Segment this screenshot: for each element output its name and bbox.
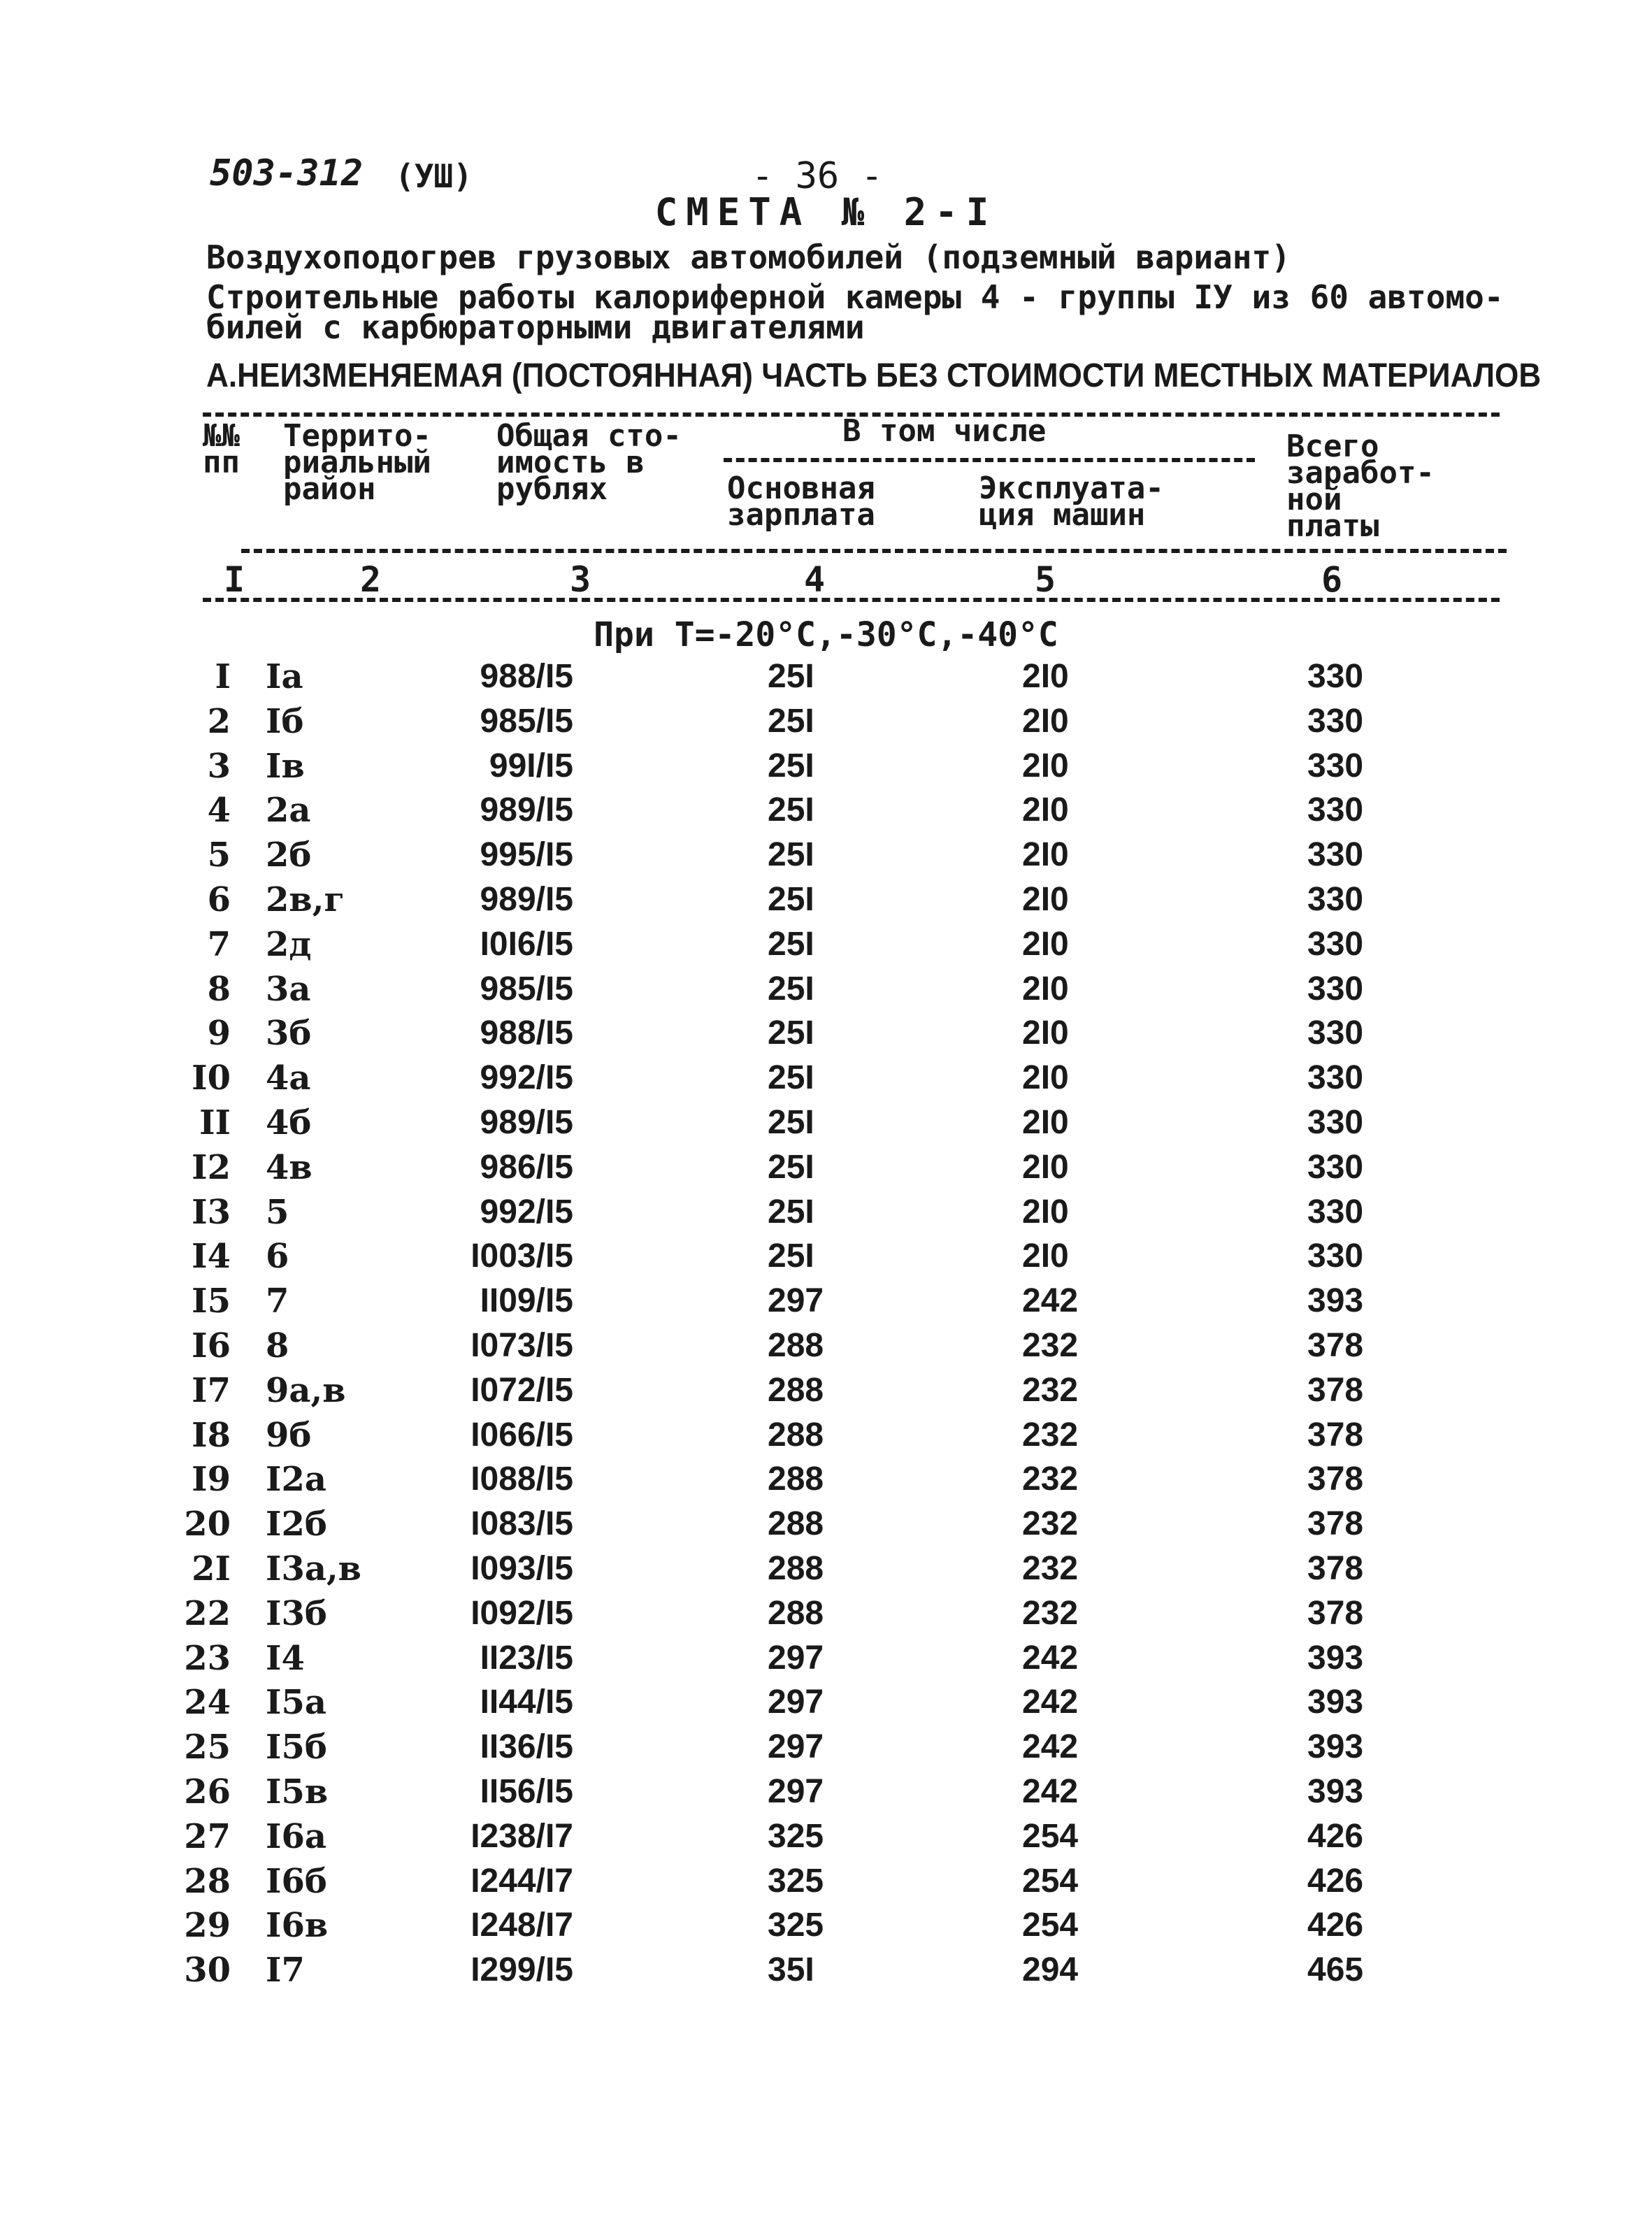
column-number-4: 4 [804, 559, 826, 600]
table-row [0, 925, 1652, 967]
base-wage: 288 [768, 1595, 824, 1632]
territorial-district: 4а [266, 1059, 311, 1098]
total-wage: 378 [1307, 1505, 1364, 1542]
machine-operation: 242 [1022, 1684, 1079, 1721]
row-number: I6 [192, 1326, 231, 1365]
total-wage: 330 [1307, 703, 1364, 740]
row-number: I0 [192, 1059, 231, 1098]
territorial-district: 9а,в [266, 1371, 346, 1410]
machine-operation: 254 [1022, 1907, 1079, 1944]
total-cost: I066/I5 [471, 1416, 573, 1454]
territorial-district: 2в,г [266, 880, 345, 919]
total-wage: 393 [1307, 1728, 1364, 1765]
row-number: I7 [192, 1371, 231, 1410]
row-number: 9 [207, 1014, 231, 1053]
total-cost: I003/I5 [471, 1238, 573, 1275]
table-row [0, 1505, 1652, 1547]
machine-operation: 2I0 [1022, 703, 1069, 740]
machine-operation: 294 [1022, 1951, 1079, 1988]
total-wage: 393 [1307, 1684, 1364, 1721]
table-row [0, 657, 1652, 699]
base-wage: 25I [768, 1149, 814, 1186]
total-wage: 378 [1307, 1461, 1364, 1498]
table-row [0, 1728, 1652, 1770]
description-line-3: билей с карбюраторными двигателями [206, 308, 865, 346]
territorial-district: 2д [266, 925, 312, 964]
base-wage: 288 [768, 1327, 824, 1364]
machine-operation: 242 [1022, 1728, 1079, 1765]
temperature-subheader: При T=-20°C,-30°C,-40°C [594, 615, 1058, 654]
table-row [0, 1549, 1652, 1591]
column-number-2: 2 [360, 559, 382, 600]
base-wage: 288 [768, 1416, 824, 1454]
table-row [0, 1951, 1652, 1993]
territorial-district: I4 [266, 1639, 305, 1678]
territorial-district: I5в [266, 1772, 329, 1812]
base-wage: 25I [768, 836, 814, 873]
machine-operation: 2I0 [1022, 1193, 1069, 1231]
total-cost: II09/I5 [480, 1282, 573, 1319]
total-wage: 426 [1307, 1863, 1364, 1900]
row-number: II [199, 1103, 231, 1142]
table-row [0, 1059, 1652, 1100]
total-wage: 393 [1307, 1773, 1364, 1810]
row-number: 7 [207, 925, 231, 964]
territorial-district: I6б [266, 1862, 327, 1901]
base-wage: 25I [768, 970, 814, 1007]
total-cost: 989/I5 [480, 1104, 573, 1141]
territorial-district: 7 [266, 1282, 289, 1321]
territorial-district: Iа [266, 657, 303, 696]
row-number: 3 [207, 747, 231, 786]
column-number-1: I [224, 559, 245, 600]
total-cost: 988/I5 [480, 658, 573, 695]
territorial-district: 2б [266, 835, 312, 875]
total-wage: 330 [1307, 747, 1364, 784]
territorial-district: I6в [266, 1906, 329, 1945]
row-number: 29 [184, 1906, 231, 1945]
machine-operation: 232 [1022, 1550, 1079, 1587]
row-number: 25 [184, 1728, 231, 1767]
total-wage: 330 [1307, 1059, 1364, 1096]
total-cost: I073/I5 [471, 1327, 573, 1364]
base-wage: 25I [768, 1059, 814, 1096]
total-wage: 378 [1307, 1327, 1364, 1364]
row-number: I3 [192, 1193, 231, 1232]
total-cost: I248/I7 [471, 1907, 573, 1944]
machine-operation: 2I0 [1022, 658, 1069, 695]
row-number: 5 [207, 835, 231, 875]
table-row [0, 1817, 1652, 1859]
territorial-district: 8 [266, 1326, 289, 1365]
table-row [0, 1326, 1652, 1368]
base-wage: 25I [768, 791, 814, 828]
machine-operation: 2I0 [1022, 881, 1069, 918]
machine-operation: 232 [1022, 1505, 1079, 1542]
total-cost: 992/I5 [480, 1059, 573, 1096]
machine-operation: 2I0 [1022, 1104, 1069, 1141]
row-number: 6 [207, 880, 231, 919]
territorial-district: Iб [266, 702, 304, 741]
total-cost: II36/I5 [480, 1728, 573, 1765]
machine-operation: 242 [1022, 1773, 1079, 1810]
row-number: 30 [184, 1951, 231, 1990]
total-cost: 989/I5 [480, 791, 573, 828]
base-wage: 25I [768, 1193, 814, 1231]
total-cost: I088/I5 [471, 1461, 573, 1498]
row-number: I5 [192, 1282, 231, 1321]
base-wage: 288 [768, 1550, 824, 1587]
page-number: - 36 - [752, 155, 883, 197]
total-cost: I092/I5 [471, 1595, 573, 1632]
total-wage: 378 [1307, 1550, 1364, 1587]
table-row [0, 702, 1652, 744]
territorial-district: 3а [266, 970, 311, 1009]
total-cost: 99I/I5 [489, 747, 573, 784]
table-row [0, 1639, 1652, 1681]
row-number: 24 [184, 1683, 231, 1722]
base-wage: 297 [768, 1684, 824, 1721]
including-rule [724, 458, 1255, 462]
territorial-district: 5 [266, 1193, 289, 1232]
row-number: 27 [184, 1817, 231, 1856]
machine-operation: 242 [1022, 1640, 1079, 1677]
document-code: 503-312 [210, 152, 364, 194]
table-row [0, 835, 1652, 877]
table-row [0, 1237, 1652, 1279]
total-wage: 465 [1307, 1951, 1364, 1988]
total-wage: 330 [1307, 970, 1364, 1007]
total-cost: I0I6/I5 [480, 926, 573, 963]
machine-operation: 2I0 [1022, 747, 1069, 784]
total-cost: I244/I7 [471, 1863, 573, 1900]
territorial-district: 9б [266, 1416, 312, 1455]
total-wage: 330 [1307, 836, 1364, 873]
table-row [0, 1862, 1652, 1904]
table-row [0, 1460, 1652, 1502]
row-number: I4 [192, 1237, 231, 1276]
header-district: Террито- риальный район [283, 418, 431, 507]
territorial-district: I2б [266, 1505, 327, 1544]
total-cost: II56/I5 [480, 1773, 573, 1810]
base-wage: 25I [768, 703, 814, 740]
territorial-district: I3б [266, 1594, 327, 1633]
table-row [0, 880, 1652, 922]
total-cost: II44/I5 [480, 1684, 573, 1721]
row-number: 26 [184, 1772, 231, 1812]
table-row [0, 1103, 1652, 1145]
base-wage: 25I [768, 881, 814, 918]
row-number: 4 [207, 791, 231, 830]
machine-operation: 254 [1022, 1863, 1079, 1900]
row-number: 2I [192, 1549, 231, 1588]
base-wage: 325 [768, 1818, 824, 1855]
total-wage: 330 [1307, 658, 1364, 695]
territorial-district: 3б [266, 1014, 312, 1053]
header-base-wage: Основная зарплата [727, 471, 875, 533]
machine-operation: 2I0 [1022, 791, 1069, 828]
machine-operation: 232 [1022, 1416, 1079, 1454]
header-num: №№ пп [203, 418, 240, 480]
total-cost: I072/I5 [471, 1372, 573, 1409]
territorial-district: 6 [266, 1237, 289, 1276]
territorial-district: 2а [266, 791, 311, 830]
header-total-cost: Общая сто- имость в рублях [496, 418, 682, 507]
colnum-bottom-rule [203, 598, 1500, 602]
base-wage: 25I [768, 1238, 814, 1275]
table-row [0, 1014, 1652, 1056]
total-wage: 378 [1307, 1372, 1364, 1409]
row-number: 23 [184, 1639, 231, 1678]
row-number: I [215, 657, 231, 696]
header-bottom-rule [241, 549, 1507, 553]
machine-operation: 2I0 [1022, 1149, 1069, 1186]
row-number: I9 [192, 1460, 231, 1499]
base-wage: 297 [768, 1640, 824, 1677]
base-wage: 25I [768, 1014, 814, 1052]
total-wage: 330 [1307, 1149, 1364, 1186]
base-wage: 297 [768, 1282, 824, 1319]
table-row [0, 1594, 1652, 1636]
row-number: 20 [184, 1505, 231, 1544]
total-wage: 330 [1307, 1238, 1364, 1275]
table-row [0, 1906, 1652, 1948]
row-number: 22 [184, 1594, 231, 1633]
total-cost: 992/I5 [480, 1193, 573, 1231]
territorial-district: 4в [266, 1148, 313, 1187]
total-wage: 330 [1307, 1104, 1364, 1141]
base-wage: 297 [768, 1773, 824, 1810]
total-cost: I238/I7 [471, 1818, 573, 1855]
machine-operation: 2I0 [1022, 926, 1069, 963]
row-number: 8 [207, 970, 231, 1009]
row-number: 2 [207, 702, 231, 741]
table-row [0, 1772, 1652, 1814]
total-wage: 393 [1307, 1640, 1364, 1677]
header-including: В том числе [842, 413, 1047, 449]
base-wage: 25I [768, 1104, 814, 1141]
part-heading: А.НЕИЗМЕНЯЕМАЯ (ПОСТОЯННАЯ) ЧАСТЬ БЕЗ СТОИМОСТИ МЕСТНЫХ МАТЕРИАЛОВ [206, 357, 1542, 394]
description-line-1: Воздухоподогрев грузовых автомобилей (подземный вариант) [206, 238, 1291, 276]
machine-operation: 2I0 [1022, 1059, 1069, 1096]
column-number-3: 3 [570, 559, 591, 600]
total-cost: 985/I5 [480, 703, 573, 740]
machine-operation: 254 [1022, 1818, 1079, 1855]
description-line-2: Строительные работы калориферной камеры 4 - группы IУ из 60 автомо- [206, 278, 1504, 316]
table-row [0, 747, 1652, 789]
base-wage: 25I [768, 926, 814, 963]
row-number: 28 [184, 1862, 231, 1901]
row-number: I2 [192, 1148, 231, 1187]
total-cost: I083/I5 [471, 1505, 573, 1542]
base-wage: 297 [768, 1728, 824, 1765]
table-row [0, 1148, 1652, 1190]
column-number-6: 6 [1321, 559, 1343, 600]
base-wage: 288 [768, 1505, 824, 1542]
machine-operation: 2I0 [1022, 1238, 1069, 1275]
total-wage: 378 [1307, 1416, 1364, 1454]
territorial-district: I2а [266, 1460, 326, 1499]
header-total-wage: Всего заработ- ной платы [1286, 429, 1435, 544]
territorial-district: I5б [266, 1728, 327, 1767]
base-wage: 325 [768, 1863, 824, 1900]
table-row [0, 1371, 1652, 1413]
territorial-district: Iв [266, 747, 305, 786]
total-wage: 393 [1307, 1282, 1364, 1319]
total-wage: 426 [1307, 1907, 1364, 1944]
machine-operation: 2I0 [1022, 1014, 1069, 1052]
table-row [0, 1683, 1652, 1725]
territorial-district: I7 [266, 1951, 305, 1990]
table-row [0, 970, 1652, 1012]
machine-operation: 2I0 [1022, 970, 1069, 1007]
table-row [0, 1193, 1652, 1235]
machine-operation: 242 [1022, 1282, 1079, 1319]
total-cost: I093/I5 [471, 1550, 573, 1587]
base-wage: 325 [768, 1907, 824, 1944]
total-cost: 995/I5 [480, 836, 573, 873]
base-wage: 35I [768, 1951, 814, 1988]
header-machine-operation: Эксплуата- ция машин [979, 471, 1164, 533]
total-wage: 330 [1307, 1193, 1364, 1231]
total-wage: 330 [1307, 926, 1364, 963]
machine-operation: 232 [1022, 1461, 1079, 1498]
table-row [0, 791, 1652, 833]
machine-operation: 2I0 [1022, 836, 1069, 873]
territorial-district: 4б [266, 1103, 312, 1142]
base-wage: 288 [768, 1372, 824, 1409]
territorial-district: I6а [266, 1817, 326, 1856]
total-wage: 330 [1307, 881, 1364, 918]
base-wage: 25I [768, 747, 814, 784]
total-wage: 330 [1307, 791, 1364, 828]
total-wage: 378 [1307, 1595, 1364, 1632]
table-row [0, 1416, 1652, 1458]
machine-operation: 232 [1022, 1327, 1079, 1364]
territorial-district: I5а [266, 1683, 326, 1722]
column-number-5: 5 [1035, 559, 1056, 600]
base-wage: 25I [768, 658, 814, 695]
total-wage: 426 [1307, 1818, 1364, 1855]
total-cost: 988/I5 [480, 1014, 573, 1052]
machine-operation: 232 [1022, 1372, 1079, 1409]
base-wage: 288 [768, 1461, 824, 1498]
estimate-title: СМЕТА № 2-I [654, 190, 998, 234]
row-number: I8 [192, 1416, 231, 1455]
total-cost: II23/I5 [480, 1640, 573, 1677]
territorial-district: I3а,в [266, 1549, 362, 1588]
total-wage: 330 [1307, 1014, 1364, 1052]
section-number: (УШ) [395, 157, 473, 195]
machine-operation: 232 [1022, 1595, 1079, 1632]
total-cost: 986/I5 [480, 1149, 573, 1186]
table-row [0, 1282, 1652, 1323]
total-cost: I299/I5 [471, 1951, 573, 1988]
total-cost: 989/I5 [480, 881, 573, 918]
total-cost: 985/I5 [480, 970, 573, 1007]
